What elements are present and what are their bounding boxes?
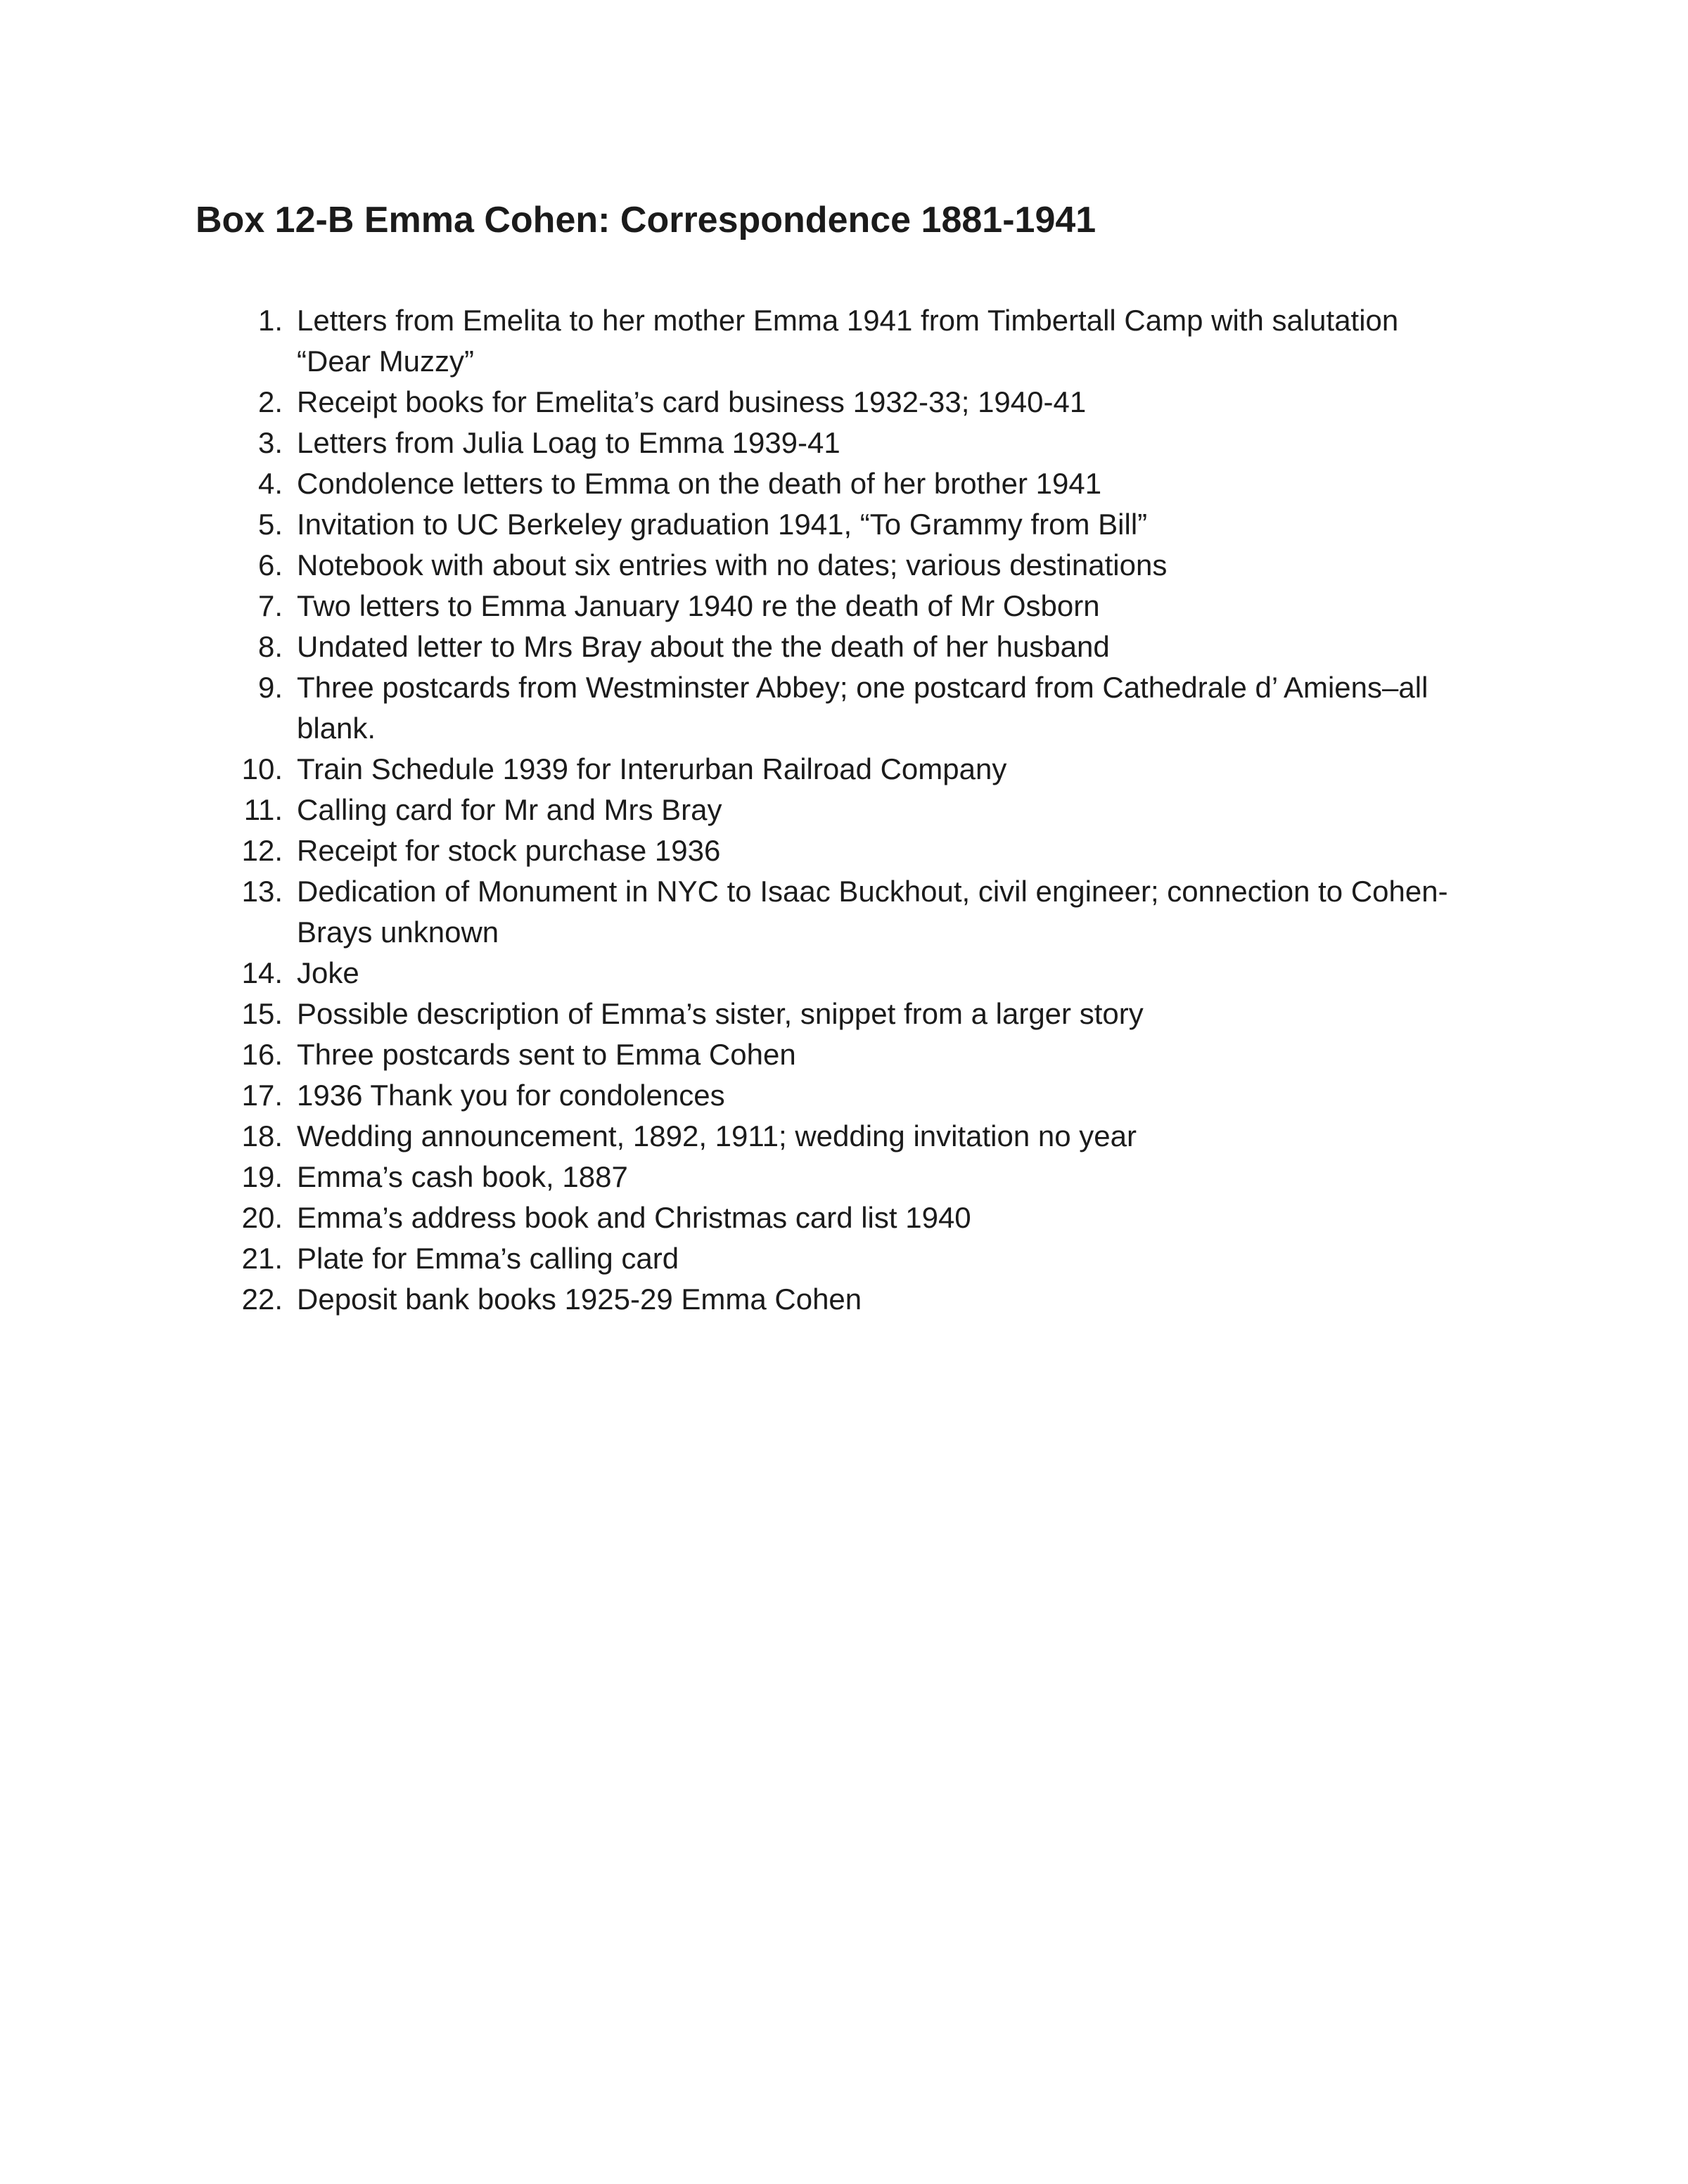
item-text: Plate for Emma’s calling card [297,1242,679,1275]
list-item [196,586,1477,627]
item-number: 8. [257,630,283,663]
item-text: Receipt books for Emelita’s card business 1932-33; 1940-41 [297,385,1087,418]
list-item [196,627,1477,667]
list-item [196,1279,1477,1320]
list-item [196,300,1477,382]
page-title: Box 12-B Emma Cohen: Correspondence 1881-1941 [196,200,1096,240]
item-text: Undated letter to Mrs Bray about the the death of her husband [297,630,1110,663]
item-number: 1. [257,304,283,337]
item-text: Emma’s address book and Christmas card list 1940 [297,1201,971,1234]
item-text: Letters from Emelita to her mother Emma 1941 from Timbertall Camp with salutation “Dear Muzzy” [297,304,1399,378]
item-text: Calling card for Mr and Mrs Bray [297,793,722,826]
item-number: 2. [257,385,283,418]
item-number: 9. [257,671,283,704]
list-item [196,1157,1477,1197]
list-item [196,790,1477,830]
item-number: 22. [241,1283,283,1316]
item-text: Three postcards sent to Emma Cohen [297,1038,796,1071]
item-text: Condolence letters to Emma on the death of her brother 1941 [297,467,1102,500]
item-text: Letters from Julia Loag to Emma 1939-41 [297,426,840,459]
item-number: 4. [257,467,283,500]
item-number: 20. [241,1201,283,1234]
list-item [196,382,1477,423]
item-number: 11. [243,793,283,826]
list-item [196,1034,1477,1075]
item-number: 19. [241,1160,283,1193]
item-text: Dedication of Monument in NYC to Isaac Buckhout, civil engineer; connection to Cohen-Brays unknown [297,875,1448,949]
item-number: 3. [257,426,283,459]
list-item [196,545,1477,586]
item-number: 6. [257,548,283,582]
item-text: Two letters to Emma January 1940 re the death of Mr Osborn [297,589,1100,622]
list-item [196,1238,1477,1279]
list-item [196,994,1477,1034]
item-number: 7. [257,589,283,622]
list-item [196,504,1477,545]
item-number: 16. [241,1038,283,1071]
item-text: Train Schedule 1939 for Interurban Railroad Company [297,752,1007,785]
list-item [196,749,1477,790]
item-text: Deposit bank books 1925-29 Emma Cohen [297,1283,862,1316]
list-item [196,1116,1477,1157]
list-item [196,953,1477,994]
item-number: 15. [241,997,283,1030]
item-text: Three postcards from Westminster Abbey; one postcard from Cathedrale d’ Amiens–all blank. [297,671,1428,745]
item-text: Invitation to UC Berkeley graduation 1941, “To Grammy from Bill” [297,508,1148,541]
item-text: Possible description of Emma’s sister, snippet from a larger story [297,997,1144,1030]
item-text: Wedding announcement, 1892, 1911; wedding invitation no year [297,1119,1137,1152]
list-item [196,830,1477,871]
item-number: 14. [241,956,283,989]
item-number: 21. [241,1242,283,1275]
item-text: Emma’s cash book, 1887 [297,1160,628,1193]
item-number: 18. [241,1119,283,1152]
item-number: 13. [241,875,283,908]
item-number: 12. [241,834,283,867]
list-item [196,463,1477,504]
item-text: Receipt for stock purchase 1936 [297,834,721,867]
item-text: Notebook with about six entries with no dates; various destinations [297,548,1168,582]
list-item [196,871,1477,953]
list-item [196,423,1477,463]
list-item [196,1197,1477,1238]
item-number: 5. [257,508,283,541]
item-text: 1936 Thank you for condolences [297,1079,725,1112]
list-item [196,667,1477,749]
item-text: Joke [297,956,359,989]
item-number: 17. [241,1079,283,1112]
item-number: 10. [241,752,283,785]
list-item [196,1075,1477,1116]
item-list [196,300,1477,1320]
